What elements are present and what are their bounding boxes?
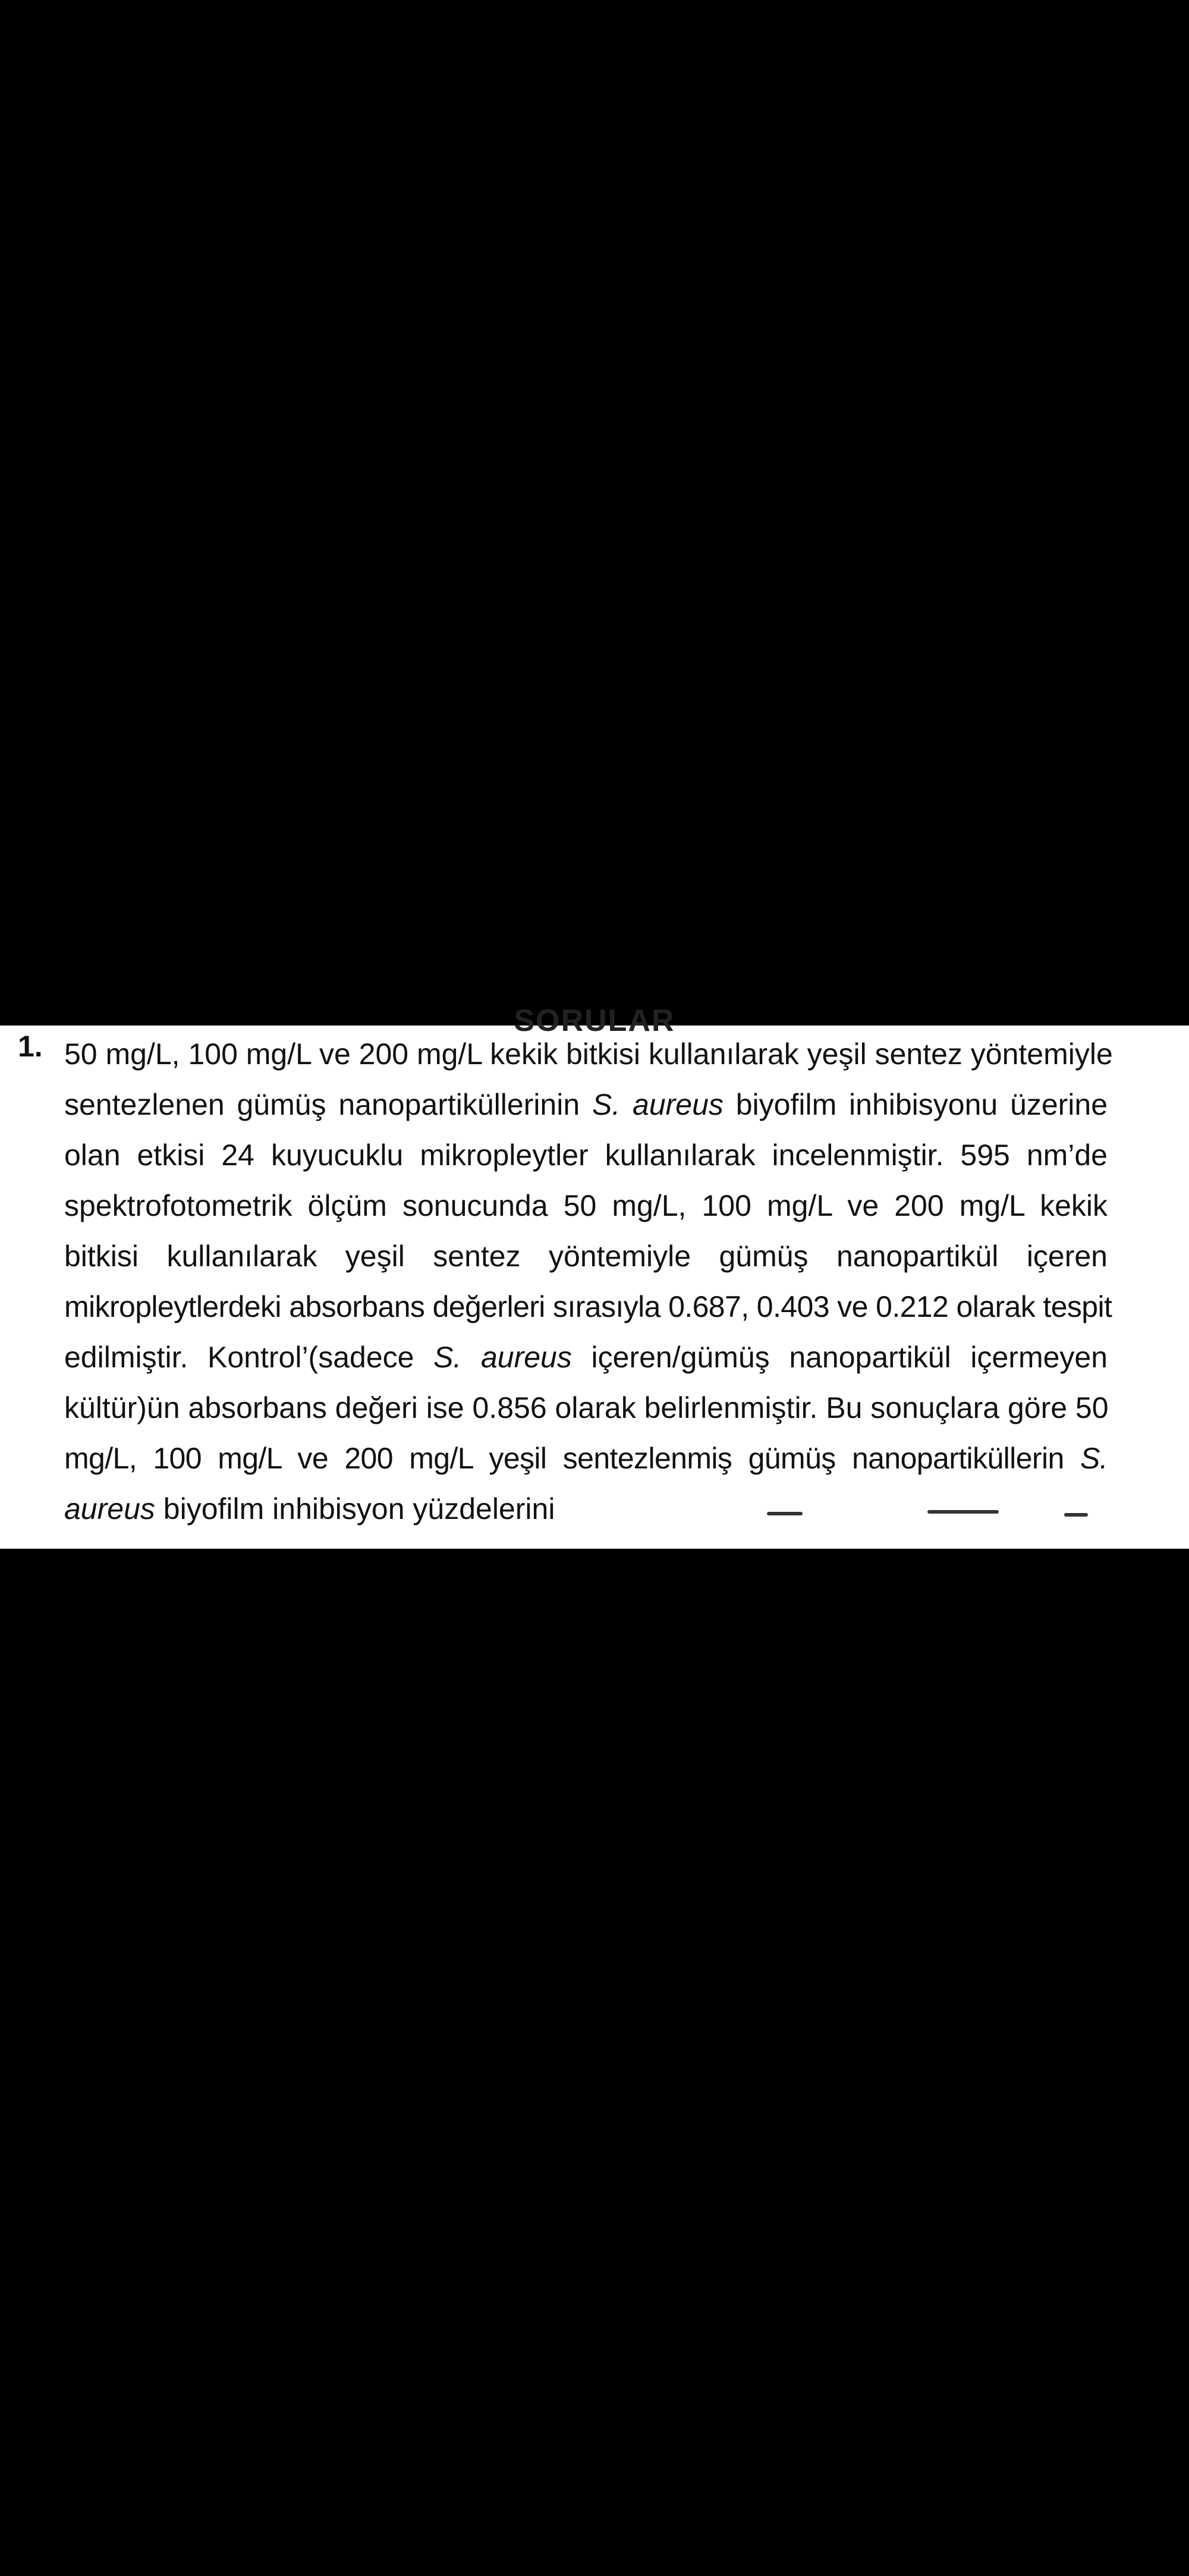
text-run: 50 mg/L, 100 mg/L ve 200 mg/L kekik bitkisi kullanılarak yeşil sentez yöntemiyle xyxy=(64,1037,1113,1071)
smudge-mark xyxy=(767,1512,803,1515)
question-line xyxy=(64,1484,1108,1534)
text-run: mikropleytlerdeki absorbans değerleri sırasıyla 0.687, 0.403 ve 0.212 olarak tespit xyxy=(64,1290,1112,1323)
text-run: içeren/gümüş nanopartikül içermeyen xyxy=(571,1341,1108,1374)
text-run: spektrofotometrik ölçüm sonucunda 50 mg/L, 100 mg/L ve 200 mg/L kekik xyxy=(64,1189,1108,1222)
smudge-mark xyxy=(927,1510,999,1514)
question-line xyxy=(64,1130,1108,1181)
question-number: 1. xyxy=(18,1030,43,1063)
question-line xyxy=(64,1383,1108,1433)
question-line xyxy=(64,1231,1108,1282)
species-name: S. aureus xyxy=(592,1088,724,1121)
bottom-black-region xyxy=(0,1549,1189,2576)
question-line xyxy=(64,1433,1108,1484)
text-run: olan etkisi 24 kuyucuklu mikropleytler kullanılarak incelenmiştir. 595 nm’de xyxy=(64,1138,1108,1172)
smudge-mark xyxy=(1064,1513,1088,1517)
question-line xyxy=(64,1332,1108,1383)
text-run: biyofilm inhibisyon yüzdelerini xyxy=(155,1492,555,1526)
text-run: sentezlenen gümüş nanopartiküllerinin xyxy=(64,1088,592,1121)
text-run: edilmiştir. Kontrol’(sadece xyxy=(64,1341,434,1374)
question-line xyxy=(64,1029,1113,1080)
text-run: bitkisi kullanılarak yeşil sentez yöntemiyle gümüş nanopartikül içeren xyxy=(64,1240,1108,1273)
species-name: S. aureus xyxy=(433,1341,572,1374)
top-black-region xyxy=(0,0,1189,1026)
question-text xyxy=(64,1029,1113,1534)
text-run: kültür)ün absorbans değeri ise 0.856 olarak belirlenmiştir. Bu sonuçlara göre 50 xyxy=(64,1391,1109,1424)
text-run: biyofilm inhibisyonu üzerine xyxy=(723,1088,1108,1121)
question-line xyxy=(64,1080,1108,1130)
question-line xyxy=(64,1181,1108,1231)
species-name: aureus xyxy=(64,1492,155,1526)
document-strip xyxy=(0,1004,1189,1549)
text-run: mg/L, 100 mg/L ve 200 mg/L yeşil sentezlenmiş gümüş nanopartiküllerin xyxy=(64,1442,1080,1475)
species-name: S. xyxy=(1080,1442,1108,1475)
section-heading: SORULAR xyxy=(514,1004,675,1038)
question-line xyxy=(64,1282,1112,1332)
